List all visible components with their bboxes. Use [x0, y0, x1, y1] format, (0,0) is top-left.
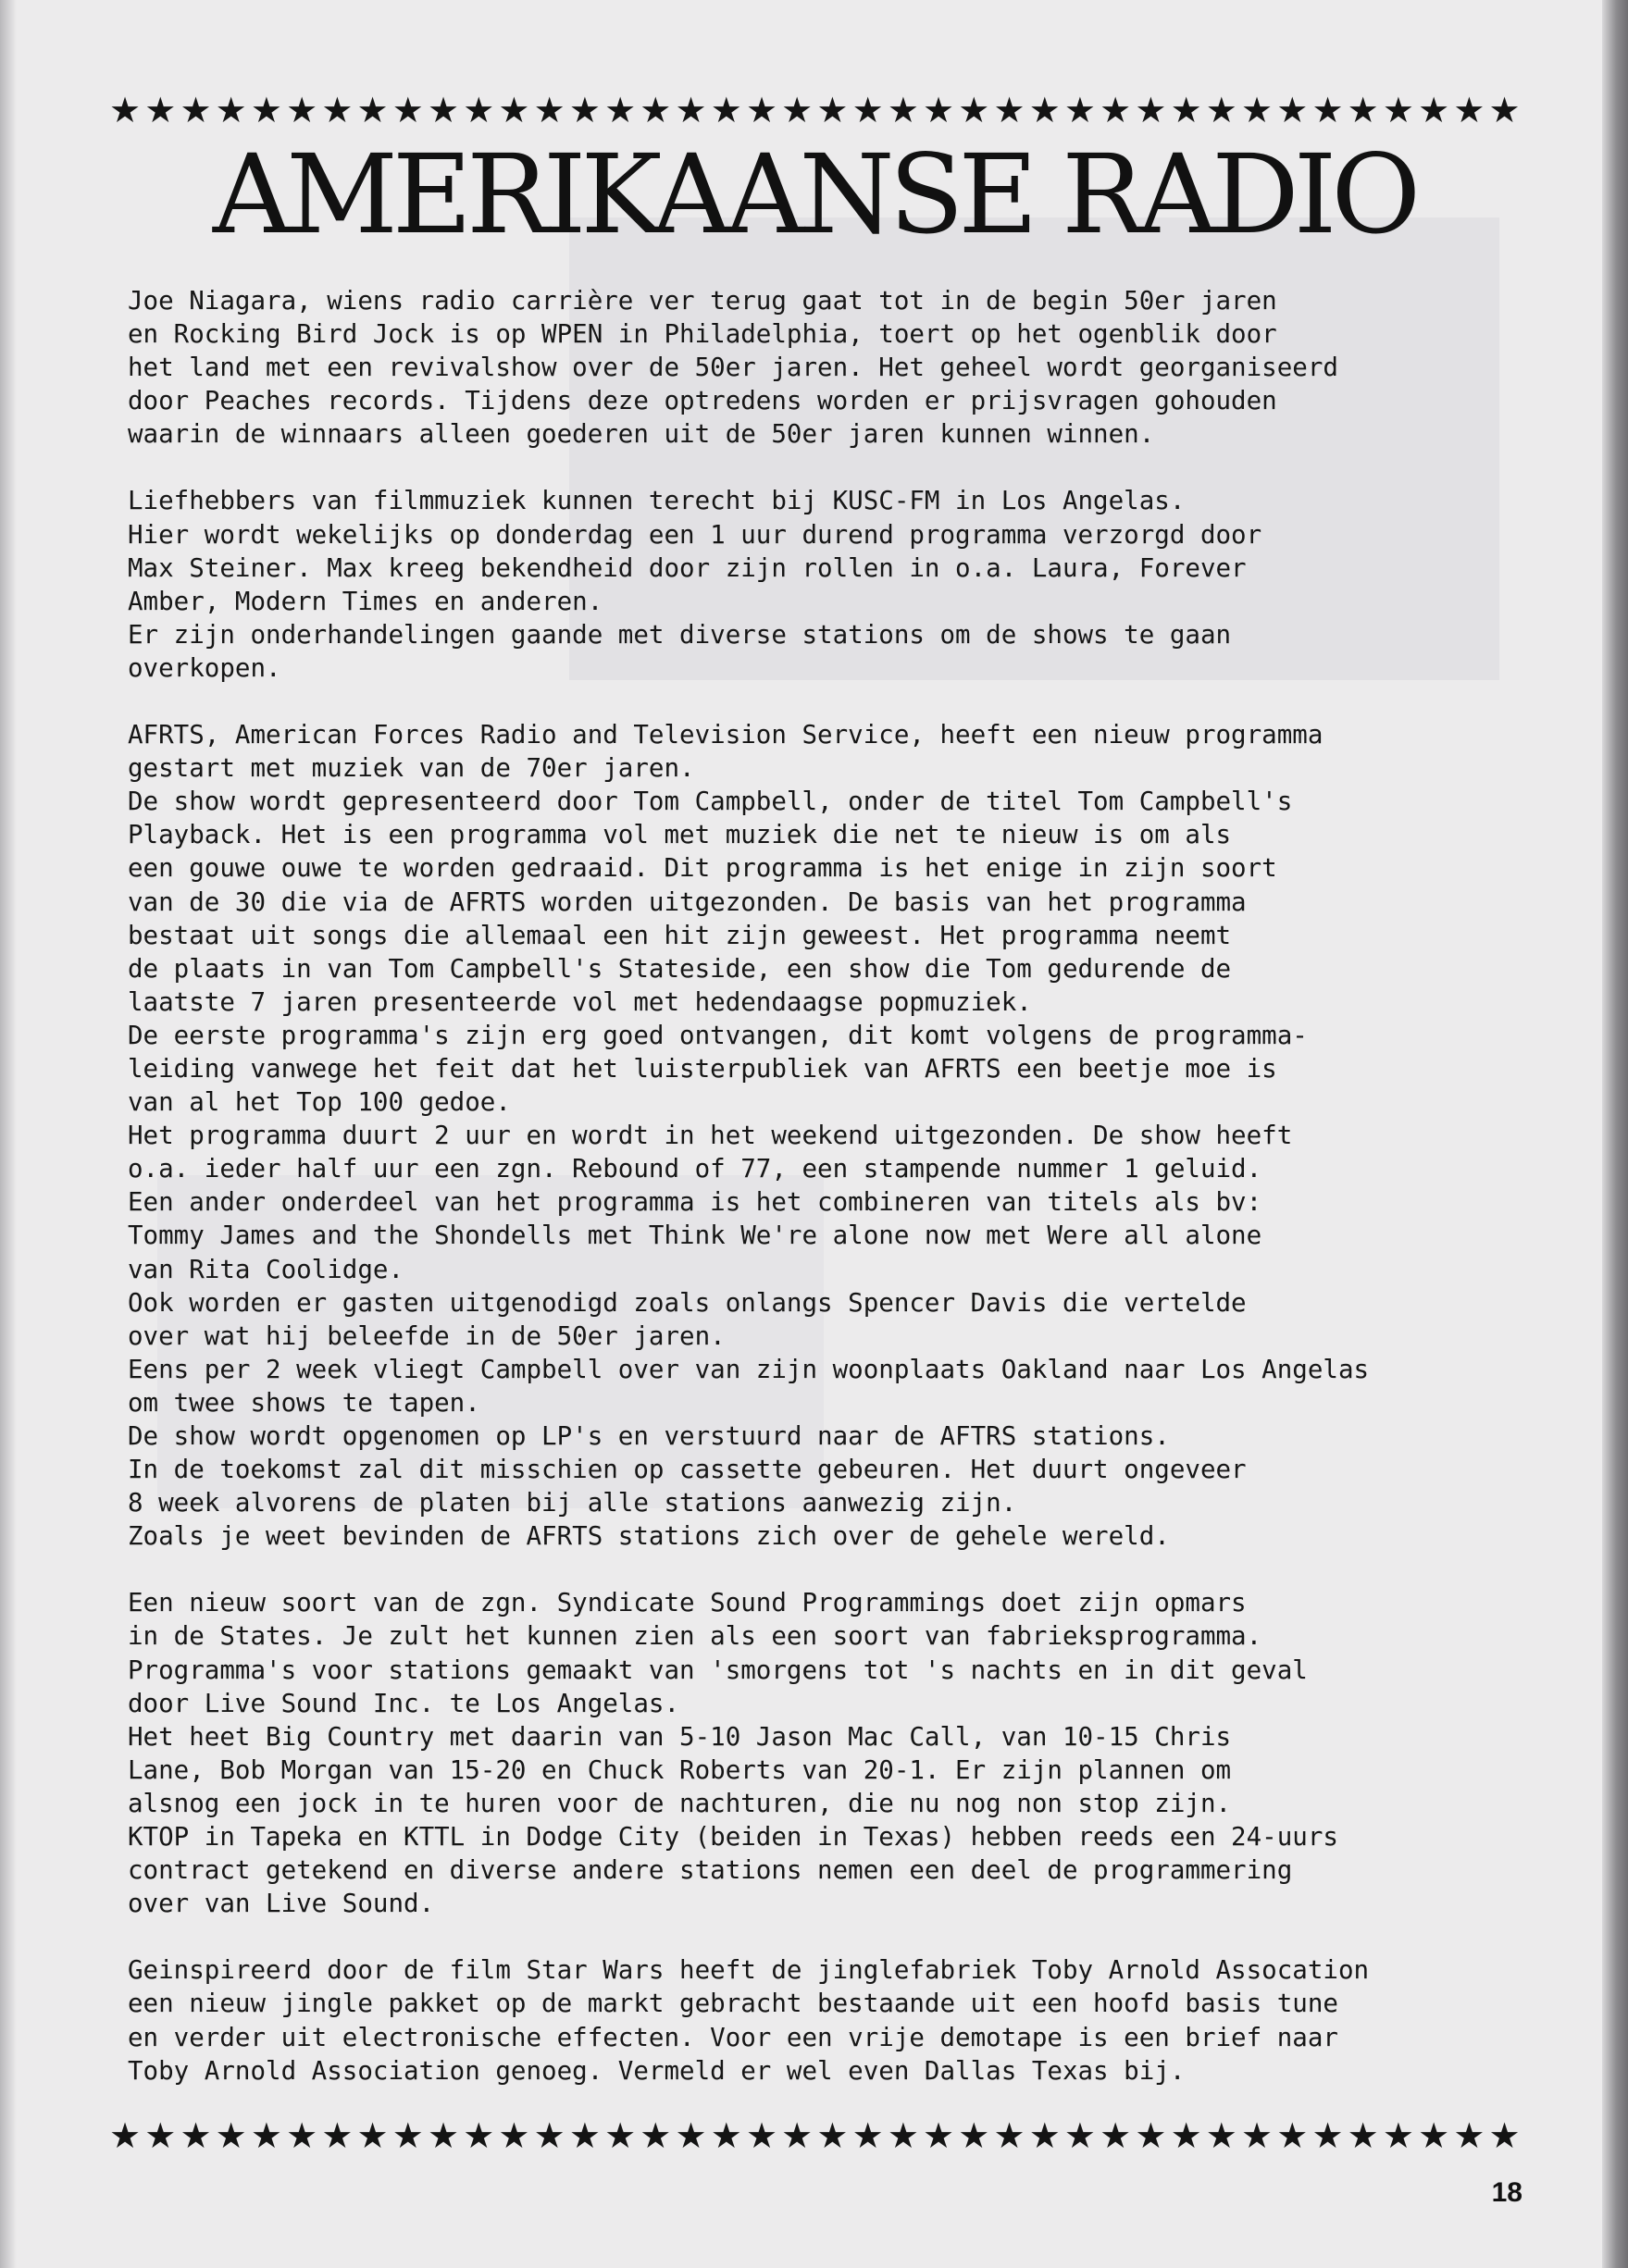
- text-line: over wat hij beleefde in de 50er jaren.: [128, 1320, 726, 1351]
- star-icon: ★: [923, 90, 955, 130]
- star-icon: ★: [745, 90, 778, 130]
- star-icon: ★: [781, 2115, 814, 2156]
- star-icon: ★: [1170, 90, 1202, 130]
- star-icon: ★: [640, 2115, 672, 2156]
- text-line: bestaat uit songs die allemaal een hit zijn geweest. Het programma neemt: [128, 920, 1232, 950]
- star-icon: ★: [391, 2115, 424, 2156]
- paragraph: [128, 284, 1498, 451]
- star-icon: ★: [356, 90, 389, 130]
- text-line: leiding vanwege het feit dat het luisterpubliek van AFRTS een beetje moe is: [128, 1053, 1277, 1084]
- star-icon: ★: [958, 2115, 990, 2156]
- star-icon: ★: [1135, 2115, 1167, 2156]
- star-icon: ★: [568, 90, 601, 130]
- star-icon: ★: [1276, 2115, 1309, 2156]
- star-icon: ★: [463, 90, 495, 130]
- star-icon: ★: [250, 2115, 282, 2156]
- paragraph: [128, 484, 1498, 685]
- page-edge-left: [0, 0, 17, 2268]
- text-line: van de 30 die via de AFRTS worden uitgezonden. De basis van het programma: [128, 886, 1247, 917]
- star-icon: ★: [1028, 2115, 1061, 2156]
- paragraph: [128, 1953, 1498, 2087]
- star-icon: ★: [1170, 2115, 1202, 2156]
- text-line: o.a. ieder half uur een zgn. Rebound of 77, een stampende nummer 1 geluid.: [128, 1154, 1262, 1184]
- text-line: Het heet Big Country met daarin van 5-10 Jason Mac Call, van 10-15 Chris: [128, 1721, 1232, 1752]
- text-line: Ook worden er gasten uitgenodigd zoals onlangs Spencer Davis die vertelde: [128, 1287, 1247, 1318]
- star-icon: ★: [851, 90, 884, 130]
- text-line: het land met een revivalshow over de 50er jaren. Het geheel wordt georganiseerd: [128, 353, 1338, 383]
- text-line: Een ander onderdeel van het programma is het combineren van titels als bv:: [128, 1187, 1262, 1218]
- star-icon: ★: [533, 90, 565, 130]
- star-icon: ★: [144, 90, 177, 130]
- text-line: door Live Sound Inc. te Los Angelas.: [128, 1688, 680, 1718]
- text-line: Een nieuw soort van de zgn. Syndicate Sound Programmings doet zijn opmars: [128, 1588, 1247, 1618]
- star-icon: ★: [745, 2115, 778, 2156]
- star-icon: ★: [427, 90, 460, 130]
- star-icon: ★: [1100, 2115, 1132, 2156]
- text-line: Programma's voor stations gemaakt van 'smorgens tot 's nachts en in dit geval: [128, 1655, 1308, 1685]
- star-icon: ★: [1276, 90, 1309, 130]
- text-line: laatste 7 jaren presenteerde vol met hedendaagse popmuziek.: [128, 986, 1032, 1017]
- star-icon: ★: [356, 2115, 389, 2156]
- star-icon: ★: [923, 2115, 955, 2156]
- star-icon: ★: [109, 2115, 142, 2156]
- text-line: KTOP in Tapeka en KTTL in Dodge City (beiden in Texas) hebben reeds een 24-uurs: [128, 1822, 1338, 1853]
- star-icon: ★: [993, 90, 1025, 130]
- text-line: Joe Niagara, wiens radio carrière ver terug gaat tot in de begin 50er jaren: [128, 286, 1277, 316]
- star-icon: ★: [1347, 2115, 1379, 2156]
- star-icon: ★: [1028, 90, 1061, 130]
- star-icon: ★: [1135, 90, 1167, 130]
- text-line: Lane, Bob Morgan van 15-20 en Chuck Roberts van 20-1. Er zijn plannen om: [128, 1754, 1232, 1785]
- star-icon: ★: [427, 2115, 460, 2156]
- star-icon: ★: [321, 90, 354, 130]
- text-line: Er zijn onderhandelingen gaande met diverse stations om de shows te gaan: [128, 619, 1232, 650]
- text-line: van Rita Coolidge.: [128, 1254, 404, 1284]
- text-line: en Rocking Bird Jock is op WPEN in Philadelphia, toert op het ogenblik door: [128, 319, 1277, 350]
- article-body: [128, 284, 1498, 2088]
- star-icon: ★: [1488, 90, 1521, 130]
- star-icon: ★: [887, 2115, 919, 2156]
- star-icon: ★: [1241, 90, 1274, 130]
- star-icon: ★: [1453, 90, 1485, 130]
- text-line: om twee shows te tapen.: [128, 1387, 480, 1418]
- star-icon: ★: [215, 90, 247, 130]
- star-icon: ★: [1347, 90, 1379, 130]
- text-line: Geinspireerd door de film Star Wars heeft de jinglefabriek Toby Arnold Assocation: [128, 1955, 1370, 1986]
- text-line: De show wordt gepresenteerd door Tom Campbell, onder de titel Tom Campbell's: [128, 787, 1293, 817]
- star-icon: ★: [1205, 2115, 1237, 2156]
- text-line: contract getekend en diverse andere stations nemen een deel de programmering: [128, 1855, 1293, 1886]
- star-icon: ★: [215, 2115, 247, 2156]
- text-line: van al het Top 100 gedoe.: [128, 1087, 511, 1118]
- text-line: Zoals je weet bevinden de AFRTS stations zich over de gehele wereld.: [128, 1521, 1170, 1552]
- text-line: Playback. Het is een programma vol met muziek die net te nieuw is om als: [128, 820, 1232, 850]
- star-icon: ★: [391, 90, 424, 130]
- star-icon: ★: [851, 2115, 884, 2156]
- star-icon: ★: [321, 2115, 354, 2156]
- text-line: De eerste programma's zijn erg goed ontvangen, dit komt volgens de programma-: [128, 1020, 1308, 1050]
- star-icon: ★: [958, 90, 990, 130]
- text-line: in de States. Je zult het kunnen zien als een soort van fabrieksprogramma.: [128, 1621, 1262, 1652]
- text-line: 8 week alvorens de platen bij alle stations aanwezig zijn.: [128, 1488, 1017, 1518]
- page-binding-edge: [1602, 0, 1628, 2268]
- page-title: AMERIKAANSE RADIO: [212, 130, 1416, 258]
- star-icon: ★: [286, 2115, 318, 2156]
- text-line: een nieuw jingle pakket op de markt gebracht bestaande uit een hoofd basis tune: [128, 1989, 1338, 2019]
- star-icon: ★: [1488, 2115, 1521, 2156]
- text-line: De show wordt opgenomen op LP's en verstuurd naar de AFTRS stations.: [128, 1421, 1170, 1451]
- star-icon: ★: [816, 90, 849, 130]
- text-line: door Peaches records. Tijdens deze optredens worden er prijsvragen gohouden: [128, 386, 1277, 416]
- text-line: over van Live Sound.: [128, 1889, 435, 1919]
- paragraph: [128, 1586, 1498, 1920]
- star-icon: ★: [781, 90, 814, 130]
- star-icon: ★: [498, 90, 530, 130]
- star-icon: ★: [816, 2115, 849, 2156]
- star-icon: ★: [1100, 90, 1132, 130]
- page-number: 18: [1491, 2177, 1522, 2208]
- text-line: overkopen.: [128, 652, 281, 683]
- text-line: Toby Arnold Association genoeg. Vermeld er wel even Dallas Texas bij.: [128, 2055, 1186, 2086]
- star-icon: ★: [640, 90, 672, 130]
- text-line: gestart met muziek van de 70er jaren.: [128, 753, 695, 784]
- star-icon: ★: [887, 90, 919, 130]
- text-line: Max Steiner. Max kreeg bekendheid door zijn rollen in o.a. Laura, Forever: [128, 552, 1247, 583]
- star-icon: ★: [710, 2115, 742, 2156]
- star-icon: ★: [1382, 90, 1414, 130]
- text-line: AFRTS, American Forces Radio and Television Service, heeft een nieuw programma: [128, 720, 1324, 750]
- star-icon: ★: [1063, 2115, 1096, 2156]
- text-line: Eens per 2 week vliegt Campbell over van zijn woonplaats Oakland naar Los Angelas: [128, 1354, 1370, 1384]
- star-icon: ★: [1241, 2115, 1274, 2156]
- star-icon: ★: [604, 2115, 637, 2156]
- star-icon: ★: [180, 2115, 212, 2156]
- text-line: en verder uit electronische effecten. Voor een vrije demotape is een brief naar: [128, 2022, 1338, 2052]
- star-icon: ★: [604, 90, 637, 130]
- star-icon: ★: [1418, 90, 1450, 130]
- star-icon: ★: [1311, 2115, 1344, 2156]
- star-icon: ★: [568, 2115, 601, 2156]
- star-divider-bottom: [109, 2113, 1521, 2159]
- text-line: waarin de winnaars alleen goederen uit de 50er jaren kunnen winnen.: [128, 419, 1155, 450]
- text-line: Amber, Modern Times en anderen.: [128, 586, 603, 616]
- star-icon: ★: [675, 2115, 707, 2156]
- star-icon: ★: [1418, 2115, 1450, 2156]
- star-divider-top: [109, 87, 1521, 133]
- star-icon: ★: [533, 2115, 565, 2156]
- star-icon: ★: [1205, 90, 1237, 130]
- text-line: Tommy James and the Shondells met Think We're alone now met Were all alone: [128, 1221, 1262, 1251]
- text-line: een gouwe ouwe te worden gedraaid. Dit programma is het enige in zijn soort: [128, 853, 1277, 884]
- star-icon: ★: [498, 2115, 530, 2156]
- star-icon: ★: [1311, 90, 1344, 130]
- text-line: de plaats in van Tom Campbell's Stateside, een show die Tom gedurende de: [128, 953, 1232, 984]
- text-line: alsnog een jock in te huren voor de nachturen, die nu nog non stop zijn.: [128, 1788, 1232, 1818]
- text-line: Het programma duurt 2 uur en wordt in het weekend uitgezonden. De show heeft: [128, 1121, 1293, 1151]
- paragraph: [128, 718, 1498, 1553]
- star-icon: ★: [463, 2115, 495, 2156]
- star-icon: ★: [1063, 90, 1096, 130]
- text-line: In de toekomst zal dit misschien op cassette gebeuren. Het duurt ongeveer: [128, 1455, 1247, 1485]
- text-line: Liefhebbers van filmmuziek kunnen terecht bij KUSC-FM in Los Angelas.: [128, 486, 1186, 516]
- star-icon: ★: [1382, 2115, 1414, 2156]
- star-icon: ★: [1453, 2115, 1485, 2156]
- text-line: Hier wordt wekelijks op donderdag een 1 uur durend programma verzorgd door: [128, 519, 1262, 550]
- star-icon: ★: [144, 2115, 177, 2156]
- star-icon: ★: [180, 90, 212, 130]
- star-icon: ★: [250, 90, 282, 130]
- star-icon: ★: [109, 90, 142, 130]
- star-icon: ★: [675, 90, 707, 130]
- star-icon: ★: [286, 90, 318, 130]
- star-icon: ★: [993, 2115, 1025, 2156]
- star-icon: ★: [710, 90, 742, 130]
